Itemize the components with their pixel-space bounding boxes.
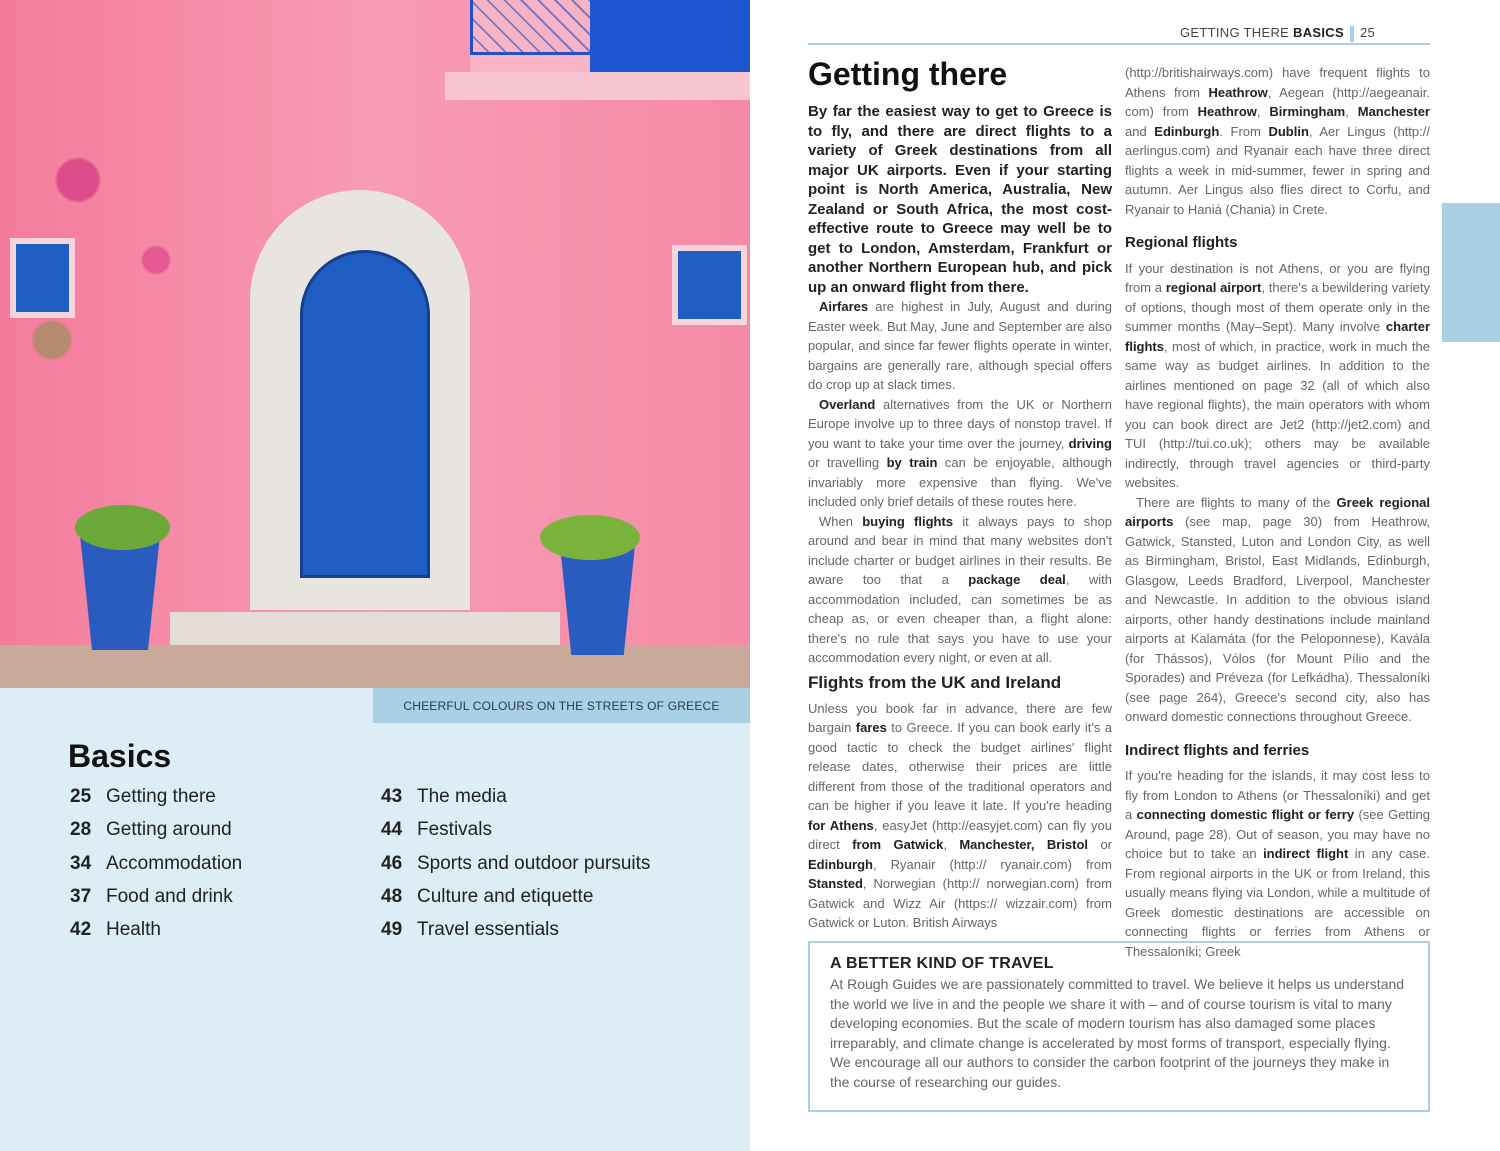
text-run: , Ryanair (http:// ryanair.com) from (873, 856, 1112, 872)
text-run: When (819, 513, 863, 529)
text-run: , there's a bewildering variety of options, though most of them operate only in the summer months (May–Sept). Many involve (1125, 280, 1430, 334)
bold-term: buying flights (862, 513, 954, 529)
bold-term: Birmingham (1269, 104, 1346, 119)
toc-item[interactable] (70, 819, 242, 852)
text-run: (see Getting Around, page 28). Out of season, you may have no choice but to take an (1125, 807, 1431, 861)
bold-term: from Gatwick (852, 837, 944, 852)
toc-page: 28 (70, 819, 92, 841)
bold-term: connecting domestic flight or ferry (1136, 807, 1355, 822)
bold-term: Edinburgh (808, 856, 873, 872)
paragraph (1125, 766, 1430, 961)
toc-item[interactable] (381, 886, 650, 919)
toc-item[interactable] (70, 853, 242, 886)
text-run: , (943, 837, 960, 852)
bold-term: charter flights (1125, 319, 1430, 354)
toc-page: 44 (381, 819, 403, 841)
toc-page: 37 (70, 885, 92, 907)
box-title: A BETTER KIND OF TRAVEL (830, 955, 1054, 972)
text-run: it always pays to shop around and bear in mind that many websites don't include charter or budget airlines in their results. Be aware too that a (808, 513, 1112, 587)
bougainvillea (0, 60, 260, 460)
paragraph (1125, 493, 1430, 727)
header-chapter: GETTING THERE (1180, 25, 1290, 40)
toc-page: 49 (381, 919, 403, 941)
section-heading: Regional flights (1125, 234, 1238, 251)
intro-paragraph: By far the easiest way to get to Greece is to fly, and there are direct flights to a variety of Greek destinations from all major UK airports. Even if your starting point is North America, Australia, New Zealand or South Africa, the most cost-effective route to Greece may well be to get to London, Amsterdam, Frankfurt or another Northern European hub, and pick up an onward flight from there. (808, 103, 1112, 296)
running-header (1180, 25, 1450, 42)
text-run: If you're heading for the islands, it may cost less to fly from London to Athens (or Thessaloníki) and get a (1125, 768, 1430, 822)
box-body: At Rough Guides we are passionately committed to travel. We believe it helps us understand the world we live in and the people we share it with – and of course tourism is vital to many developing economies. But the scale of modern tourism has also damaged some places irreparably, and climate change is accelerated by most forms of transport, especially flying. We encourage all our authors to consider the carbon footprint of the journeys they make in the course of researching our guides. (830, 976, 1405, 1090)
toc-item[interactable] (381, 853, 650, 886)
toc-label: Getting around (106, 819, 232, 841)
toc-item[interactable] (381, 786, 650, 819)
toc-page: 46 (381, 852, 403, 874)
text-run: alternatives from the UK or Northern Europe involve up to three days of nonstop travel. If you want to take your time over the journey, (808, 396, 1112, 451)
toc-label: Getting there (106, 786, 216, 807)
bold-term: Overland (819, 396, 876, 412)
header-divider (1350, 26, 1354, 42)
text-run: If your destination is not Athens, or you are flying from a (1125, 260, 1430, 295)
text-run: , Norwegian (http:// norwegian.com) from Gatwick and Wizz Air (https:// wizzair.com) from Gatwick or Luton. British Airways (808, 876, 1112, 930)
column-2-body (1125, 63, 1430, 961)
text-run: , (1256, 104, 1270, 119)
bold-term: package deal (968, 572, 1066, 587)
text-run: or travelling (808, 455, 887, 470)
toc-label: Sports and outdoor pursuits (417, 852, 651, 874)
text-run: Unless you book far in advance, there are few bargain (808, 700, 1112, 735)
toc-item[interactable] (381, 819, 650, 852)
text-run: . From (1219, 123, 1269, 139)
bold-term: by train (886, 455, 938, 470)
bold-term: Dublin (1268, 123, 1309, 139)
text-run: in any case. From regional airports in the UK or from Ireland, this usually means flying via London, while a multitude of Greek domestic destinations are accessible on connecting flights or ferries from Athens or Thessaloníki; Greek (1125, 846, 1430, 959)
toc-page: 25 (70, 786, 92, 807)
blue-door (300, 250, 430, 578)
paragraph (1125, 259, 1430, 493)
bold-term: Greek regional airports (1125, 494, 1430, 529)
body-paragraphs (808, 297, 1112, 668)
section-tab (1442, 203, 1500, 342)
bold-term: for Athens (808, 817, 874, 833)
page-number: 25 (1359, 25, 1376, 40)
section-heading: Indirect flights and ferries (1125, 741, 1310, 759)
text-run: are highest in July, August and during Easter week. But May, June and September are also popular, and since far fewer flights operate in winter, bargains are generally rare, although special offers do crop up at slack times. (808, 299, 1112, 392)
text-run: , most of which, in practice, work in much the same way as budget airlines. In addition to the airlines mentioned on page 32 (all of which also have regional flights), the main operators with whom you can book direct are Jet2 (http://jet2.com) and TUI (http://tui.co.uk); others may be available indirectly, through travel agencies or third-party websites. (1125, 338, 1430, 490)
bold-term: indirect flight (1263, 846, 1349, 861)
bold-term: Stansted (808, 876, 863, 891)
text-run: , easyJet (http://easyjet.com) can fly you direct (808, 817, 1112, 852)
uk-section (808, 673, 1112, 933)
section-heading: Flights from the UK and Ireland (808, 673, 1062, 692)
header-section: BASICS (1293, 25, 1344, 40)
bold-term: Heathrow (1208, 84, 1268, 100)
toc-label: Accommodation (106, 852, 243, 874)
toc-column-1 (70, 786, 242, 952)
toc-column-2 (381, 786, 650, 952)
bold-term: fares (855, 720, 887, 735)
toc-label: Travel essentials (417, 919, 559, 941)
toc-label: Festivals (417, 819, 492, 841)
bold-term: driving (1068, 435, 1112, 451)
text-run: There are flights to many of the (1136, 494, 1337, 510)
toc-item[interactable] (70, 919, 242, 952)
text-run: can be enjoyable, although invariably more expensive than flying. We've included only brief details of these routes here. (808, 455, 1112, 509)
body-paragraphs (1125, 766, 1430, 961)
toc-page: 43 (381, 786, 403, 807)
toc-item[interactable] (381, 919, 650, 952)
bold-term: Airfares (819, 299, 869, 314)
paragraph (808, 297, 1112, 395)
header-rule (808, 43, 1430, 45)
bold-term: Heathrow (1197, 104, 1257, 119)
toc-page: 48 (381, 885, 403, 907)
bold-term: Manchester (1357, 104, 1430, 119)
planter-left (80, 535, 160, 650)
toc-page: 34 (70, 852, 92, 874)
text-run: (http://britishairways.com) have frequent flights to Athens from (1125, 65, 1430, 100)
bold-term: regional airport (1165, 280, 1262, 295)
window-right (672, 245, 747, 325)
text-run: , with accommodation included, can sometimes be as cheap as, or even cheaper than, a flight alone: there's no rule that says you have to use your accommodation every night, or even at all. (808, 572, 1112, 665)
paragraph (808, 512, 1112, 668)
body-paragraphs (1125, 63, 1430, 219)
text-run: , Aegean (http://aegeanair. com) from (1125, 84, 1431, 119)
toc-item[interactable] (70, 786, 242, 819)
bold-term: Manchester, Bristol (959, 837, 1089, 852)
toc-label: The media (417, 786, 507, 807)
toc-label: Health (106, 919, 161, 941)
toc-item[interactable] (70, 886, 242, 919)
text-run: (see map, page 30) from Heathrow, Gatwick, Stansted, Luton and London City, as well as Birmingham, Bristol, East Midlands, Edinburgh, Glasgow, Leeds Bradford, Liverpool, Manchester and Newcastle. In addition to the obvious island airports, other handy destinations include mainland airports at Kalamáta (for the Peloponnese), Kavála (for Thássos), Vólos (for Mount Pílio and the Sporades) and Préveza (for Lefkádha). Thessaloníki (see page 264), Greece's second city, also has onward domestic connections throughout Greece. (1125, 514, 1430, 724)
toc-page: 42 (70, 919, 92, 941)
text-run: and (1125, 123, 1155, 139)
sidebar-box (808, 941, 1430, 1112)
text-run: to Greece. If you can book early it's a good tactic to check the budget airlines' flight release dates, otherwise their prices are little different from those of the traditional operators and can be higher if you leave it late. If you're heading (808, 720, 1112, 813)
paragraph (808, 395, 1112, 512)
section-title: Basics (68, 738, 172, 774)
bold-term: Edinburgh (1154, 123, 1220, 139)
paragraph (808, 699, 1112, 933)
photo-caption: CHEERFUL COLOURS ON THE STREETS OF GREECE (373, 688, 750, 723)
page-title: Getting there (808, 56, 1008, 92)
toc-label: Culture and etiquette (417, 885, 594, 907)
body-paragraphs (1125, 259, 1430, 727)
photo-pink-house-blue-door (0, 0, 750, 688)
text-run: or (1088, 837, 1113, 852)
text-run: , Aer Lingus (http:// aerlingus.com) and Ryanair each have three direct flights a week in mid-summer, fewer in spring and autumn. Aer Lingus also flies direct to Corfu, and Ryanair to Haniá (Chania) in Crete. (1125, 123, 1430, 217)
body-paragraphs (808, 699, 1112, 933)
paragraph (1125, 63, 1430, 219)
column-1-body (808, 297, 1112, 668)
planter-right (560, 545, 635, 655)
toc-label: Food and drink (106, 885, 233, 907)
text-run: , (1345, 104, 1358, 119)
